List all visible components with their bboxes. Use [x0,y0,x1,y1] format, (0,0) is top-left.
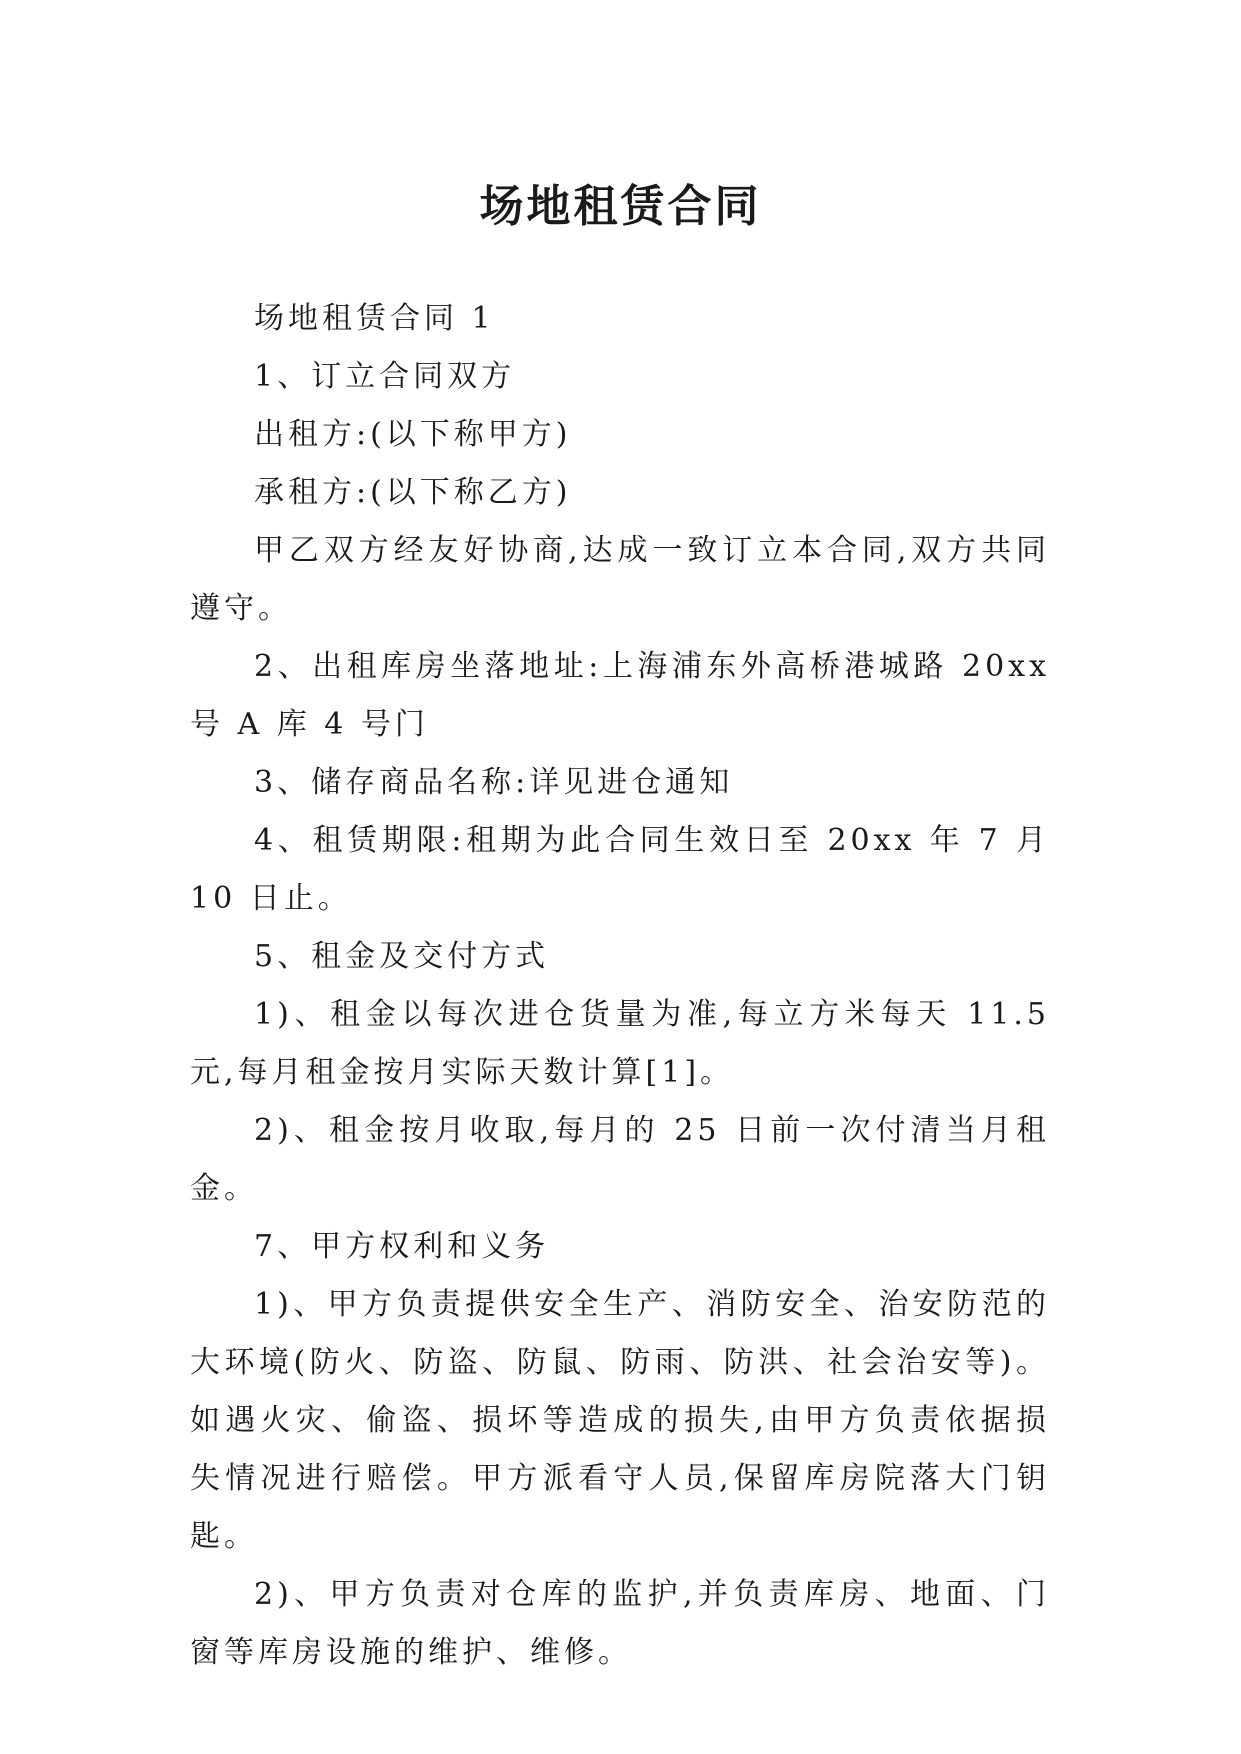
paragraph-section-3: 3、储存商品名称:详见进仓通知 [254,765,734,800]
paragraph-section-2: 2、出租库房坐落地址:上海浦东外高桥港城路 20xx 号 A 库 4 号门 [190,649,1050,742]
document-body [190,290,1050,1682]
paragraph-section-1: 1、订立合同双方 [254,359,516,394]
paragraph-subtitle: 场地租赁合同 1 [254,301,495,336]
paragraph-section-4: 4、租赁期限:租期为此合同生效日至 20xx 年 7 月 10 日止。 [190,823,1050,916]
paragraph-duty-2: 2)、甲方负责对仓库的监护,并负责库房、地面、门窗等库房设施的维护、维修。 [190,1577,1050,1670]
paragraph-duty-1: 1)、甲方负责提供安全生产、消防安全、治安防范的大环境(防火、防盗、防鼠、防雨、防洪、社会治安等)。如遇火灾、偷盗、损坏等造成的损失,由甲方负责依据损失情况进行赔偿。甲方派看守人员,保留库房院落大门钥匙。 [190,1287,1050,1554]
paragraph-lessee: 承租方:(以下称乙方) [254,475,572,510]
paragraph-section-5: 5、租金及交付方式 [254,939,550,974]
paragraph-lessor: 出租方:(以下称甲方) [254,417,572,452]
document-title: 场地租赁合同 [479,181,762,233]
paragraph-rent-1: 1)、租金以每次进仓货量为准,每立方米每天 11.5 元,每月租金按月实际天数计算[1]。 [190,997,1050,1090]
paragraph-rent-2: 2)、租金按月收取,每月的 25 日前一次付清当月租金。 [190,1113,1050,1206]
paragraph-section-7: 7、甲方权利和义务 [254,1229,550,1264]
paragraph-agreement: 甲乙双方经友好协商,达成一致订立本合同,双方共同遵守。 [190,533,1050,626]
